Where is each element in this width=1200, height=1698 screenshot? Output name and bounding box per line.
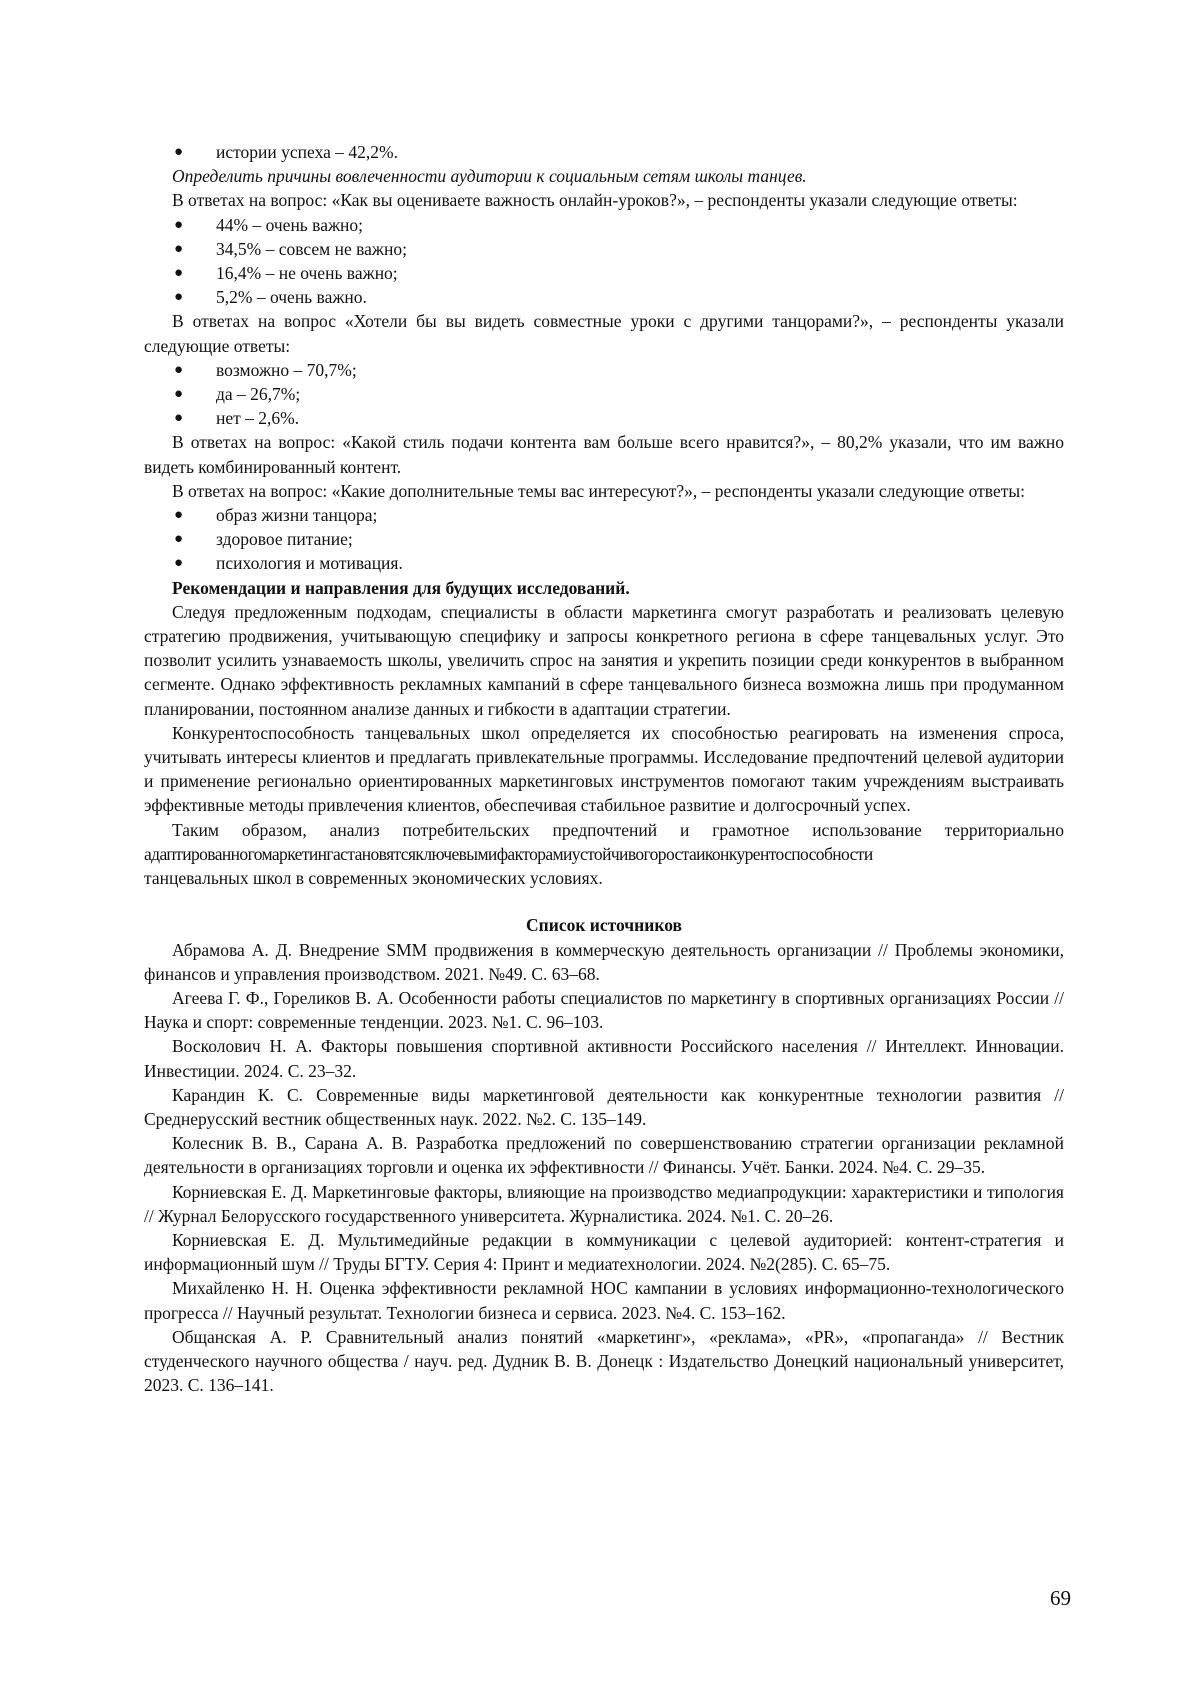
bullet-icon: ● — [174, 386, 184, 403]
bullet-icon: ● — [174, 531, 184, 548]
list-item: ● 44% – очень важно; — [144, 213, 1064, 237]
question-paragraph: В ответах на вопрос: «Какие дополнительные темы вас интересуют?», – респонденты указали следующие ответы: — [172, 480, 1025, 501]
list-item: ● истории успеха – 42,2%. — [144, 140, 1064, 164]
reference-item: Общанская А. Р. Сравнительный анализ понятий «маркетинг», «реклама», «PR», «пропаганда» // Вестник студенческого научного общества / науч. ред. Дудник В. В. Донецк : Издательство Донецкий национальный университет, 2023. С. 136–141. — [144, 1326, 1064, 1396]
question-paragraph: В ответах на вопрос «Хотели бы вы видеть совместные уроки с другими танцорами?», – респонденты указали следующие ответы: — [144, 311, 1064, 356]
list-item: ● возможно – 70,7%; — [144, 358, 1064, 382]
conclusion-paragraph — [144, 818, 1064, 891]
list-item: ● нет – 2,6%. — [144, 406, 1064, 430]
reference-item: Абрамова А. Д. Внедрение SMM продвижения в коммерческую деятельность организации // Проблемы экономики, финансов и управления производством. 2021. №49. С. 63–68. — [144, 939, 1064, 984]
bullet-icon: ● — [174, 144, 184, 160]
bullet-icon: ● — [174, 555, 184, 572]
bullet-list-top — [144, 140, 1064, 164]
bullet-icon: ● — [174, 240, 184, 257]
bullet-icon: ● — [174, 410, 184, 427]
body-paragraph: Конкурентоспособность танцевальных школ определяется их способностью реагировать на изменения спроса, учитывать интересы клиентов и предлагать привлекательные программы. Исследование предпочтений целевой аудитории и применение регионально ориентированных маркетинговых инструментов помогают таким учреждениям выстраивать эффективные методы привлечения клиентов, обеспечивая стабильное развитие и долгосрочный успех. — [144, 722, 1064, 816]
body-paragraph: Следуя предложенным подходам, специалисты в области маркетинга смогут разработать и реализовать целевую стратегию продвижения, учитывающую специфику и запросы конкретного региона в сфере танцевальных услуг. Это позволит усилить узнаваемость школы, увеличить спрос на занятия и укрепить позиции среди конкурентов в выбранном сегменте. Однако эффективность рекламных кампаний в сфере танцевального бизнеса возможна лишь при продуманном планировании, постоянном анализе данных и гибкости в адаптации стратегии. — [144, 601, 1064, 719]
list-item: ● да – 26,7%; — [144, 382, 1064, 406]
list-item: ● 5,2% – очень важно. — [144, 285, 1064, 309]
bullet-list-q2 — [144, 358, 1064, 431]
bullet-icon: ● — [174, 361, 184, 378]
reference-item: Восколович Н. А. Факторы повышения спортивной активности Российского населения // Интеллект. Инновации. Инвестиции. 2024. С. 23–32. — [144, 1036, 1064, 1081]
bullet-list-q1 — [144, 213, 1064, 310]
page-number: 69 — [1050, 1586, 1071, 1610]
reference-item: Корниевская Е. Д. Мультимедийные редакции в коммуникации с целевой аудиторией: контент-стратегия и информационный шум // Труды БГТУ. Серия 4: Принт и медиатехнологии. 2024. №2(285). С. 65–75. — [144, 1229, 1064, 1275]
italic-line: Определить причины вовлеченности аудитории к социальным сетям школы танцев. — [172, 166, 807, 187]
reference-item: Агеева Г. Ф., Гореликов В. А. Особенности работы специалистов по маркетингу в спортивных организациях России // Наука и спорт: современные тенденции. 2023. №1. С. 96–103. — [144, 987, 1064, 1033]
bullet-icon: ● — [174, 216, 184, 233]
bullet-icon: ● — [174, 265, 184, 282]
conclusion-line: Таким образом, анализ потребительских предпочтений и грамотное использование территориально — [172, 819, 1064, 840]
bullet-icon: ● — [174, 289, 184, 306]
question-paragraph: В ответах на вопрос: «Как вы оцениваете важность онлайн-уроков?», – респонденты указали следующие ответы: — [172, 190, 1018, 211]
references-list — [144, 938, 1064, 1398]
list-item: ● образ жизни танцора; — [144, 503, 1064, 527]
conclusion-line: танцевальных школ в современных экономических условиях. — [144, 868, 603, 889]
conclusion-line: адаптированногомаркетингастановятсяключевымифакторамиустойчивогоростаиконкурентоспособности — [144, 843, 873, 864]
list-item: ● психология и мотивация. — [144, 551, 1064, 575]
question-paragraph: В ответах на вопрос: «Какой стиль подачи контента вам больше всего нравится?», – 80,2% указали, что им важно видеть комбинированный контент. — [144, 432, 1064, 477]
section-heading: Рекомендации и направления для будущих исследований. — [172, 577, 630, 598]
list-item: ● 16,4% – не очень важно; — [144, 261, 1064, 285]
reference-item: Михайленко Н. Н. Оценка эффективности рекламной НОС кампании в условиях информационно-технологического прогресса // Научный результат. Технологии бизнеса и сервиса. 2023. №4. С. 153–162. — [144, 1278, 1064, 1323]
references-title: Список источников — [526, 915, 682, 936]
document-body — [144, 140, 1064, 1397]
list-item: ● здоровое питание; — [144, 527, 1064, 551]
reference-item: Корниевская Е. Д. Маркетинговые факторы, влияющие на производство медиапродукции: характеристики и типология // Журнал Белорусского государственного университета. Журналистика. 2024. №1. С. 20–26. — [144, 1181, 1064, 1226]
reference-item: Колесник В. В., Сарана А. В. Разработка предложений по совершенствованию стратегии организации рекламной деятельности в организациях торговли и оценка их эффективности // Финансы. Учёт. Банки. 2024. №4. С. 29–35. — [144, 1133, 1064, 1178]
bullet-icon: ● — [174, 507, 184, 524]
bullet-list-q4 — [144, 503, 1064, 576]
list-item: ● 34,5% – совсем не важно; — [144, 237, 1064, 261]
reference-item: Карандин К. С. Современные виды маркетинговой деятельности как конкурентные технологии развития // Среднерусский вестник общественных наук. 2022. №2. С. 135–149. — [144, 1084, 1064, 1129]
